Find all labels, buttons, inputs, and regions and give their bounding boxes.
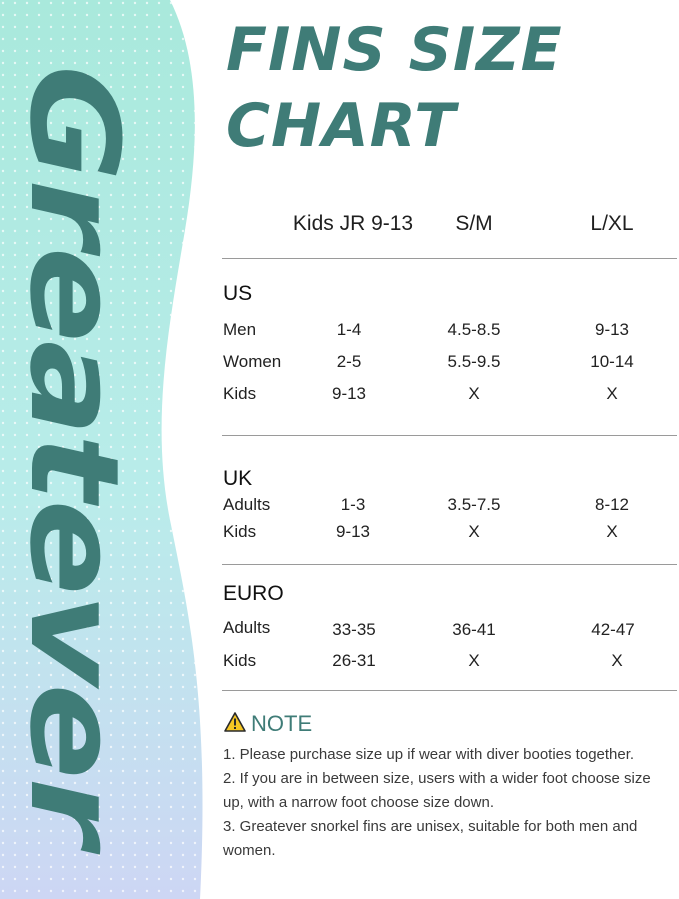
note-line: 3. Greatever snorkel fins are unisex, suitable for both men and [223, 818, 638, 835]
table-cell: 4.5-8.5 [447, 320, 501, 339]
table-cell: 26-31 [332, 651, 376, 670]
section-title-uk: UK [223, 467, 253, 490]
table-cell: 36-41 [452, 620, 496, 639]
brand-logo: Greatever [3, 65, 145, 736]
row-label: Men [223, 320, 257, 339]
row-label: Kids [223, 384, 257, 403]
divider [222, 690, 677, 691]
divider [222, 435, 677, 436]
divider [222, 564, 677, 565]
table-cell: 1-4 [336, 320, 362, 339]
row-label: Adults [223, 618, 271, 637]
table-cell: 1-3 [340, 495, 366, 514]
row-label: Adults [223, 495, 271, 514]
table-cell: 9-13 [335, 522, 371, 541]
column-header-sm: S/M [455, 212, 493, 235]
table-cell: 8-12 [594, 495, 630, 514]
page-title-line-2: CHART [226, 91, 457, 161]
table-cell: X [606, 522, 618, 541]
row-label: Kids [223, 522, 257, 541]
row-label: Women [223, 352, 282, 371]
page-title-line-1: FINS SIZE [226, 15, 563, 85]
table-cell: 2-5 [336, 352, 362, 371]
section-title-euro: EURO [223, 582, 284, 605]
table-cell: 33-35 [332, 620, 376, 639]
column-header-kids: Kids JR 9-13 [292, 212, 414, 235]
row-label: Kids [223, 651, 257, 670]
table-cell: X [606, 384, 618, 403]
note-title: NOTE [251, 711, 313, 736]
section-title-us: US [223, 282, 253, 305]
note-line: women. [223, 842, 276, 859]
table-cell: 5.5-9.5 [447, 352, 501, 371]
table-cell: X [468, 522, 480, 541]
warning-icon [224, 712, 246, 732]
column-header-lxl: L/XL [590, 212, 634, 235]
table-cell: 42-47 [591, 620, 635, 639]
note-line: 1. Please purchase size up if wear with diver booties together. [223, 746, 635, 763]
table-cell: 10-14 [590, 352, 634, 371]
note-line: 2. If you are in between size, users with a wider foot choose size [223, 770, 651, 787]
table-cell: 9-13 [594, 320, 630, 339]
table-cell: 3.5-7.5 [447, 495, 501, 514]
divider [222, 258, 677, 259]
note-line: up, with a narrow foot choose size down. [223, 794, 494, 811]
table-cell: X [468, 384, 480, 403]
table-cell: X [468, 651, 480, 670]
table-cell: X [611, 651, 623, 670]
table-cell: 9-13 [331, 384, 367, 403]
